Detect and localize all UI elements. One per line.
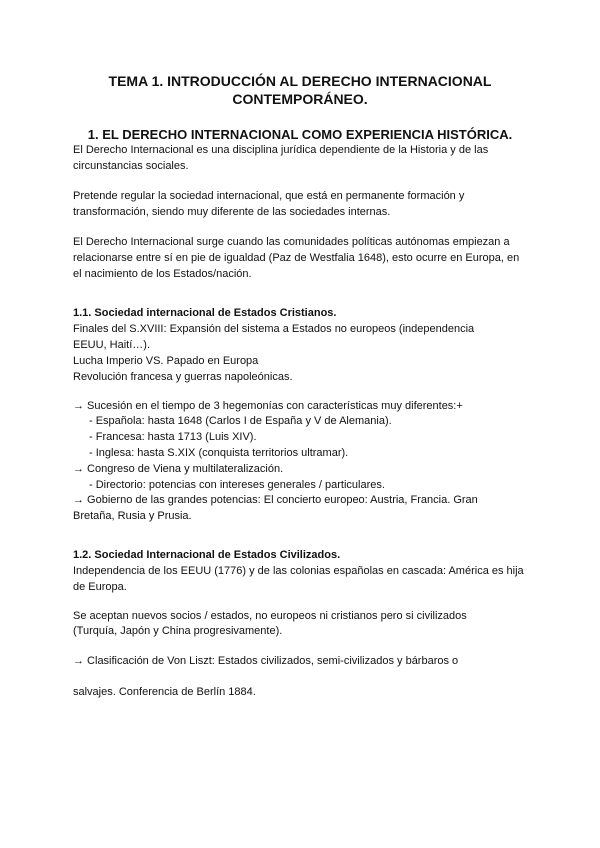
document-title-line-2: CONTEMPORÁNEO.	[232, 91, 368, 107]
hegemonia-item: - Inglesa: hasta S.XIX (conquista territorios ultramar).	[89, 447, 349, 459]
section-1-1-heading: 1.1. Sociedad internacional de Estados Cristianos.	[73, 307, 337, 319]
document-title-line-1: TEMA 1. INTRODUCCIÓN AL DERECHO INTERNACIONAL	[108, 73, 492, 89]
von-liszt-line: → Clasificación de Von Liszt: Estados civilizados, semi-civilizados y bárbaros o	[73, 655, 459, 667]
section-1-paragraph-2-line: transformación, siendo muy diferente de las sociedades internas.	[73, 206, 391, 218]
section-1-2-paragraph-1-line: de Europa.	[73, 581, 127, 593]
section-1-paragraph-1-line: El Derecho Internacional es una disciplina jurídica dependiente de la Historia y de las	[73, 144, 489, 156]
section-1-2-paragraph-2-line: Se aceptan nuevos socios / estados, no europeos ni cristianos pero si civilizados	[73, 610, 467, 622]
section-1-paragraph-2-line: Pretende regular la sociedad internacional, que está en permanente formación y	[73, 190, 465, 202]
section-1-2-heading: 1.2. Sociedad Internacional de Estados Civilizados.	[73, 549, 341, 561]
congreso-viena-line: → Congreso de Viena y multilateralización.	[73, 463, 284, 475]
section-1-paragraph-3-line: el nacimiento de los Estados/nación.	[73, 268, 252, 280]
section-1-1-line: Finales del S.XVIII: Expansión del sistema a Estados no europeos (independencia	[73, 323, 475, 335]
hegemonia-item: - Francesa: hasta 1713 (Luis XIV).	[89, 431, 257, 443]
section-1-paragraph-3-line: relacionarse entre sí en pie de igualdad (Paz de Westfalia 1648), esto ocurre en Europa, en	[73, 252, 520, 264]
section-1-paragraph-3-line: El Derecho Internacional surge cuando las comunidades políticas autónomas empiezan a	[73, 236, 510, 248]
section-1-heading: 1. EL DERECHO INTERNACIONAL COMO EXPERIENCIA HISTÓRICA.	[87, 127, 513, 142]
hegemonias-intro: → Sucesión en el tiempo de 3 hegemonías con características muy diferentes:+	[73, 400, 463, 412]
berlin-conference-line: salvajes. Conferencia de Berlín 1884.	[73, 686, 256, 698]
section-1-2-paragraph-2-line: (Turquía, Japón y China progresivamente).	[73, 625, 283, 637]
directorio-item: - Directorio: potencias con intereses generales / particulares.	[89, 479, 385, 491]
section-1-1-line: Revolución francesa y guerras napoleónicas.	[73, 371, 293, 383]
section-1-1-line: Lucha Imperio VS. Papado en Europa	[73, 355, 259, 367]
gobierno-potencias-line: Bretaña, Rusia y Prusia.	[73, 510, 192, 522]
hegemonia-item: - Española: hasta 1648 (Carlos I de España y V de Alemania).	[89, 415, 392, 427]
gobierno-potencias-line: → Gobierno de las grandes potencias: El concierto europeo: Austria, Francia. Gran	[73, 494, 478, 506]
section-1-2-paragraph-1-line: Independencia de los EEUU (1776) y de las colonias españolas en cascada: América es hija	[73, 565, 524, 577]
section-1-1-line: EEUU, Haití…).	[73, 339, 151, 351]
section-1-paragraph-1-line: circunstancias sociales.	[73, 160, 189, 172]
